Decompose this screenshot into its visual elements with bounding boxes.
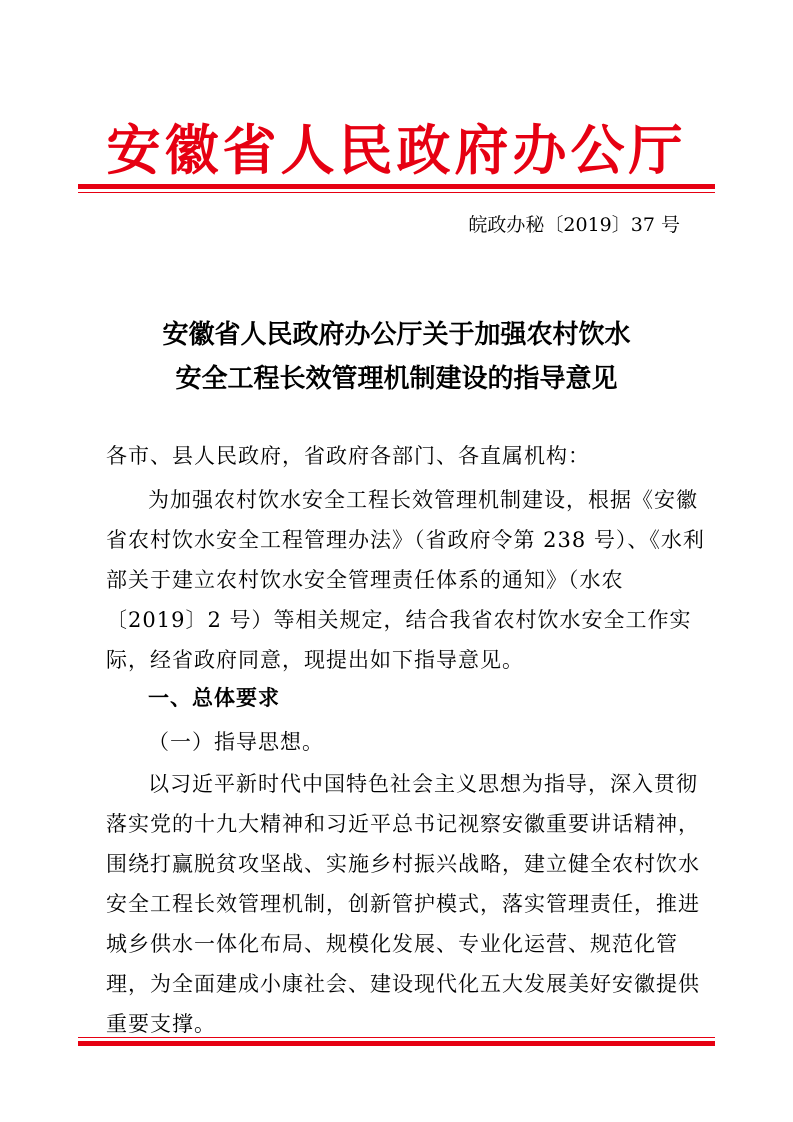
document-title-line-1: 安徽省人民政府办公厅关于加强农村饮水 — [162, 320, 631, 350]
document-number: 皖政办秘〔2019〕37 号 — [468, 214, 680, 236]
footer-rule-thick — [78, 1041, 715, 1046]
footer-rule-thin — [78, 1037, 715, 1038]
section-1-heading: 一、总体要求 — [148, 686, 280, 710]
subsection-1-heading: （一）指导思想。 — [148, 730, 324, 754]
subsection-1-paragraph: 以习近平新时代中国特色社会主义思想为指导，深入贯彻落实党的十九大精神和习近平总书记视察安徽重要讲话精神，围绕打赢脱贫攻坚战、实施乡村振兴战略，建立健全农村饮水安全工程长效管理机制，创新管护模式，落实管理责任，推进城乡供水一体化布局、规模化发展、专业化运营、规范化管理，为全面建成小康社会、建设现代化五大发展美好安徽提供重要支撑。 — [106, 772, 700, 1036]
intro-paragraph: 为加强农村饮水安全工程长效管理机制建设，根据《安徽省农村饮水安全工程管理办法》（省政府令第 238 号）、《水利部关于建立农村饮水安全管理责任体系的通知》（水农〔2019〕2 号）等相关规定，结合我省农村饮水安全工作实际，经省政府同意，现提出如下指导意见。 — [106, 488, 705, 672]
header-rule-thin — [78, 192, 715, 193]
header-rule-thick — [78, 184, 715, 189]
issuer-header: 安徽省人民政府办公厅 — [106, 118, 687, 182]
salutation: 各市、县人民政府，省政府各部门、各直属机构： — [106, 444, 590, 468]
document-title-line-2: 安全工程长效管理机制建设的指导意见 — [175, 364, 618, 394]
